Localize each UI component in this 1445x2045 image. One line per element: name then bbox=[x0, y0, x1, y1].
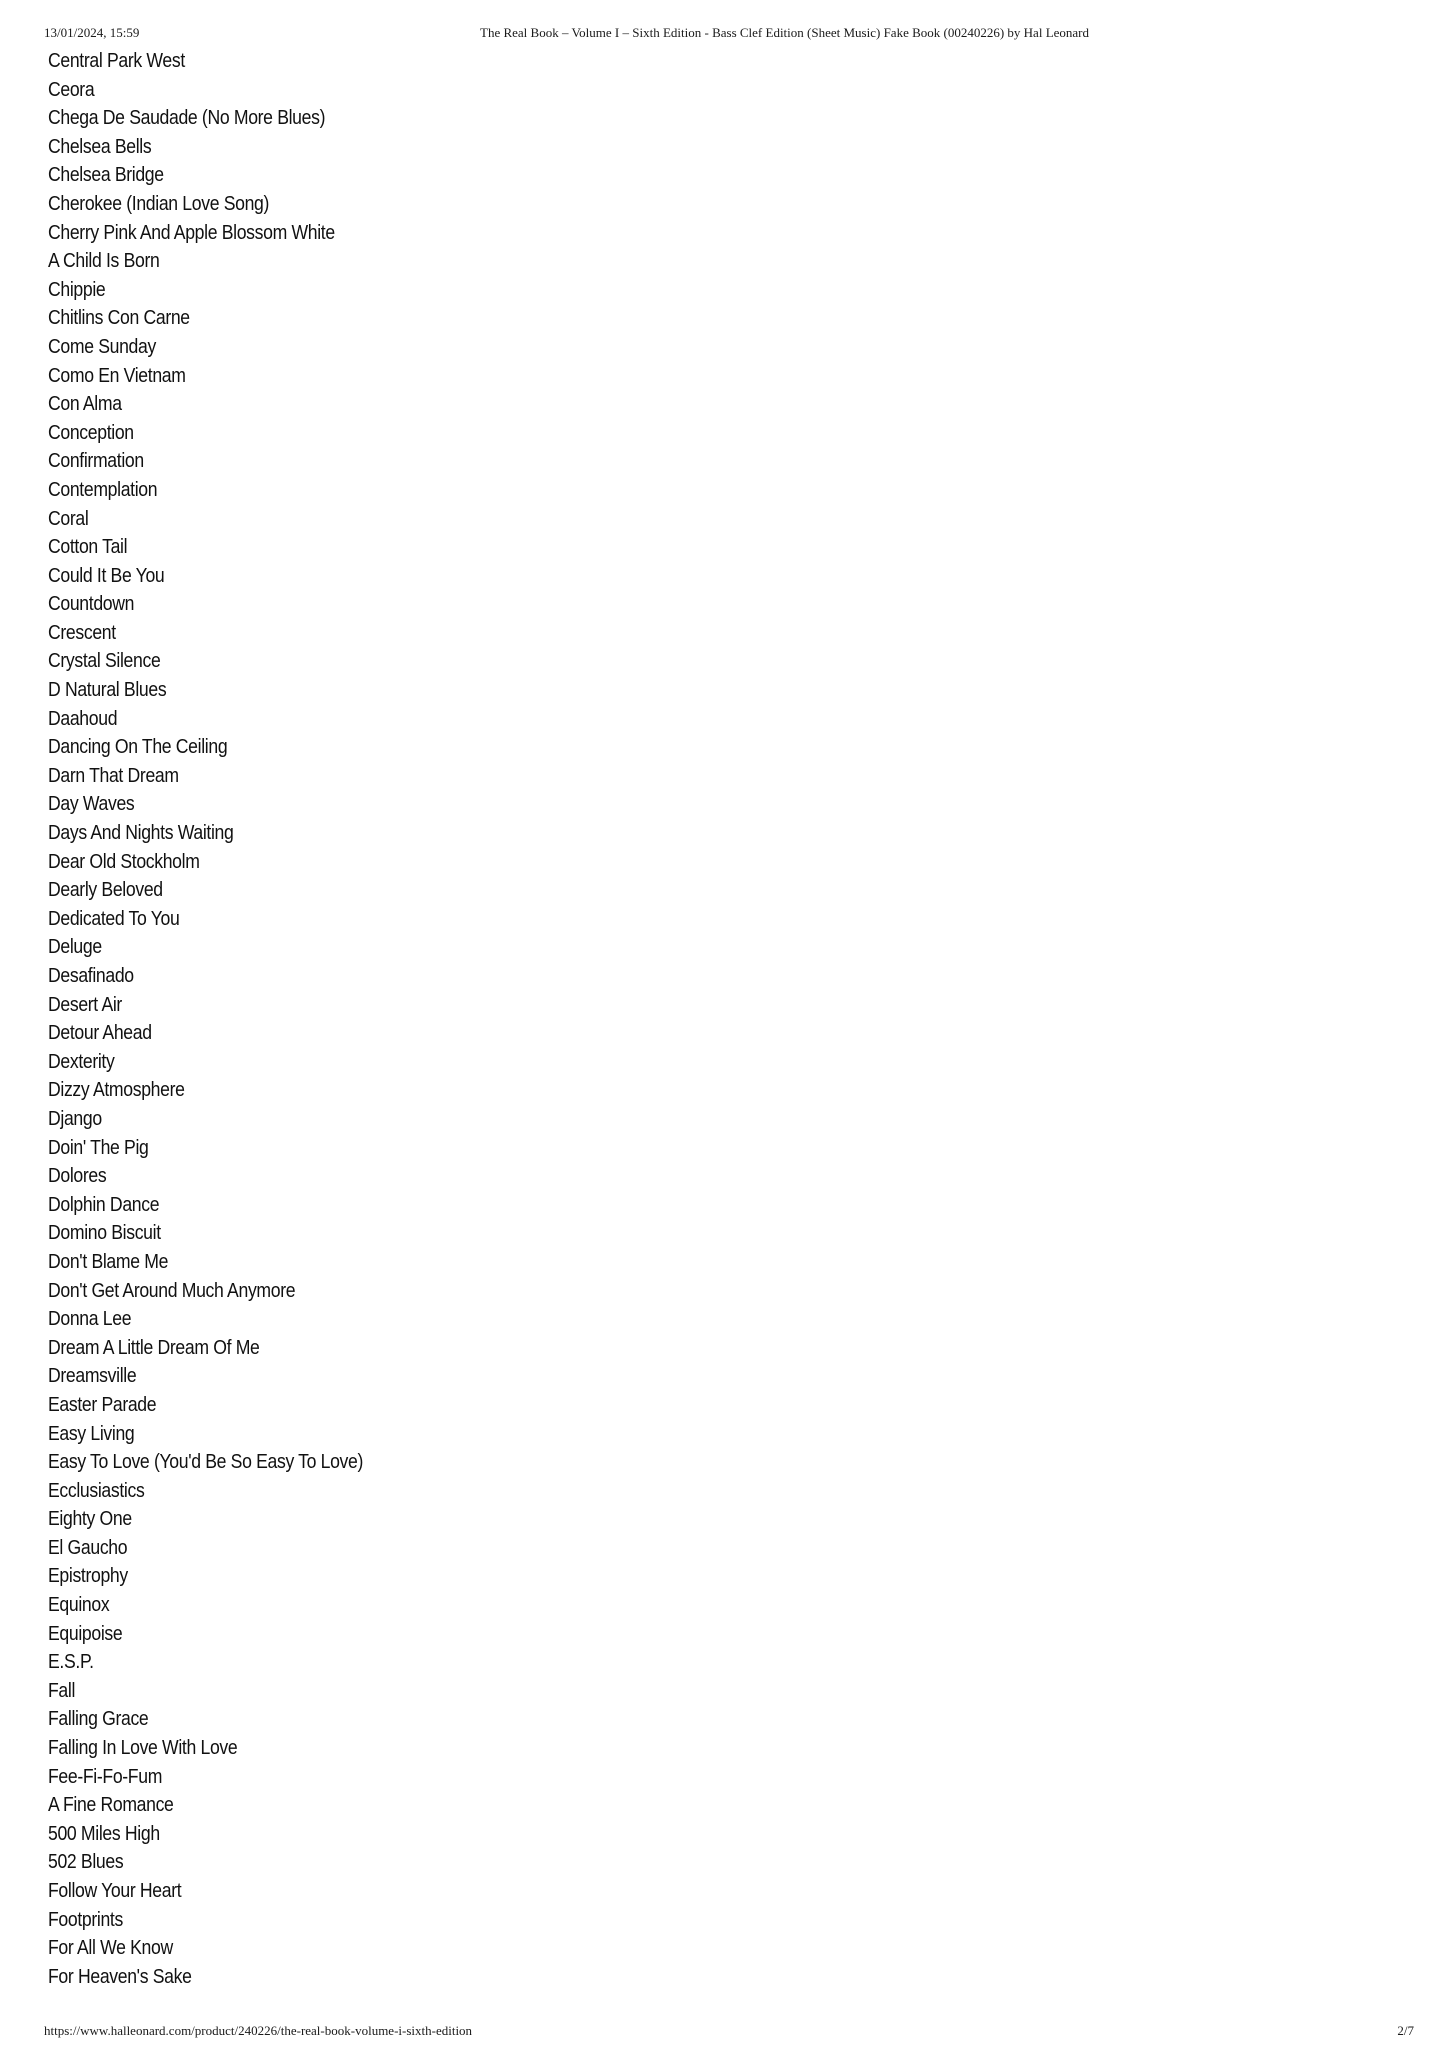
song-title: A Fine Romance bbox=[48, 1793, 174, 1817]
song-title: Coral bbox=[48, 506, 89, 530]
song-title: Chippie bbox=[48, 277, 106, 301]
song-title: Epistrophy bbox=[48, 1564, 128, 1588]
song-title: Dreamsville bbox=[48, 1364, 137, 1388]
song-title: Crescent bbox=[48, 620, 116, 644]
song-title: Deluge bbox=[48, 935, 102, 959]
song-title: E.S.P. bbox=[48, 1650, 94, 1674]
song-title: El Gaucho bbox=[48, 1535, 128, 1559]
song-title: Confirmation bbox=[48, 449, 144, 473]
song-title: Django bbox=[48, 1106, 102, 1130]
song-title: Fee-Fi-Fo-Fum bbox=[48, 1764, 163, 1788]
song-title: Eighty One bbox=[48, 1507, 132, 1531]
song-title: Con Alma bbox=[48, 392, 122, 416]
song-title: Daahoud bbox=[48, 706, 118, 730]
print-footer bbox=[44, 2022, 1414, 2040]
song-title: Ecclusiastics bbox=[48, 1478, 145, 1502]
song-title: Crystal Silence bbox=[48, 649, 161, 673]
song-title: Falling Grace bbox=[48, 1707, 149, 1731]
song-title: Falling In Love With Love bbox=[48, 1736, 238, 1760]
song-title: Chega De Saudade (No More Blues) bbox=[48, 106, 326, 130]
song-title: Chitlins Con Carne bbox=[48, 306, 190, 330]
song-title: Come Sunday bbox=[48, 334, 156, 358]
song-title: 502 Blues bbox=[48, 1850, 124, 1874]
song-title: Central Park West bbox=[48, 49, 185, 72]
song-title: Dedicated To You bbox=[48, 906, 180, 930]
song-title: Don't Blame Me bbox=[48, 1249, 169, 1273]
song-title: For All We Know bbox=[48, 1936, 173, 1960]
song-title: Countdown bbox=[48, 592, 135, 616]
print-date: 13/01/2024, 15:59 bbox=[44, 25, 140, 40]
page-url: https://www.halleonard.com/product/240226/the-real-book-volume-i-sixth-edition bbox=[44, 2023, 473, 2038]
song-title: Darn That Dream bbox=[48, 763, 179, 787]
song-title: Cherry Pink And Apple Blossom White bbox=[48, 220, 335, 244]
song-title: For Heaven's Sake bbox=[48, 1964, 192, 1988]
song-title: Dearly Beloved bbox=[48, 878, 163, 902]
song-title: Equinox bbox=[48, 1593, 110, 1617]
song-title: Dolores bbox=[48, 1164, 107, 1188]
song-title: Dexterity bbox=[48, 1049, 115, 1073]
song-title: Contemplation bbox=[48, 477, 158, 501]
song-title: Cherokee (Indian Love Song) bbox=[48, 191, 270, 215]
song-title: Como En Vietnam bbox=[48, 363, 186, 387]
print-header bbox=[44, 24, 1414, 42]
page-title: The Real Book – Volume I – Sixth Edition - Bass Clef Edition (Sheet Music) Fake Book (00240226) by Hal Leonard bbox=[480, 25, 1090, 40]
song-title: Conception bbox=[48, 420, 134, 444]
song-title: Dear Old Stockholm bbox=[48, 849, 200, 873]
song-title: Desafinado bbox=[48, 964, 134, 987]
song-title: Ceora bbox=[48, 77, 95, 101]
song-title: Doin' The Pig bbox=[48, 1135, 149, 1159]
song-title: Desert Air bbox=[48, 992, 122, 1016]
song-title: Don't Get Around Much Anymore bbox=[48, 1278, 296, 1302]
song-title: Domino Biscuit bbox=[48, 1221, 161, 1245]
song-title: Easter Parade bbox=[48, 1392, 157, 1416]
song-title: D Natural Blues bbox=[48, 678, 167, 702]
song-title: Chelsea Bridge bbox=[48, 163, 164, 187]
song-title: Could It Be You bbox=[48, 563, 165, 587]
song-title: Equipoise bbox=[48, 1621, 123, 1645]
song-title: Follow Your Heart bbox=[48, 1879, 182, 1902]
song-title: Day Waves bbox=[48, 792, 135, 816]
song-title: 500 Miles High bbox=[48, 1821, 160, 1845]
song-title: Dream A Little Dream Of Me bbox=[48, 1335, 260, 1359]
song-title: Days And Nights Waiting bbox=[48, 821, 234, 845]
song-title: Footprints bbox=[48, 1907, 123, 1931]
song-title: Donna Lee bbox=[48, 1307, 132, 1331]
song-title: Dizzy Atmosphere bbox=[48, 1078, 185, 1102]
song-title: Detour Ahead bbox=[48, 1021, 152, 1045]
song-title: Chelsea Bells bbox=[48, 134, 152, 158]
song-title: Fall bbox=[48, 1678, 76, 1702]
song-title: Easy To Love (You'd Be So Easy To Love) bbox=[48, 1450, 364, 1474]
song-title: Dancing On The Ceiling bbox=[48, 735, 228, 759]
page-number: 2/7 bbox=[1397, 2023, 1414, 2038]
song-title: Easy Living bbox=[48, 1421, 135, 1445]
song-list bbox=[48, 47, 363, 1991]
song-title: A Child Is Born bbox=[48, 249, 160, 273]
song-title: Cotton Tail bbox=[48, 535, 128, 559]
song-title: Dolphin Dance bbox=[48, 1192, 160, 1216]
